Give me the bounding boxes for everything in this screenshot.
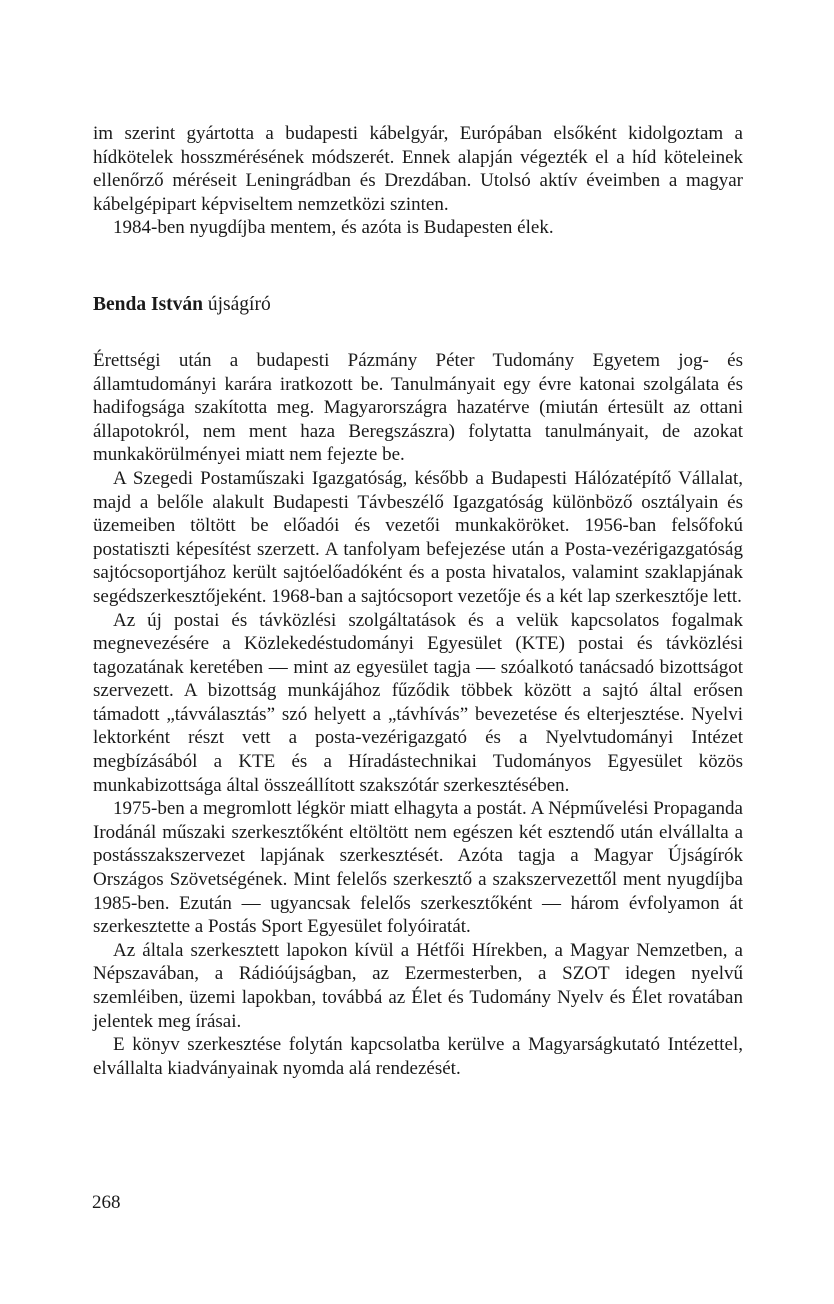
body-paragraph-5: Az általa szerkesztett lapokon kívül a Hétfői Hírekben, a Magyar Nemzetben, a Népszavában, a Rádióújságban, az Ezermesterben, a SZOT idegen nyelvű szemléiben, üzemi lapokban, továbbá az Élet és Tudomány Nyelv és Élet rovatában jelentek meg írásai. (93, 939, 743, 1032)
text-block (93, 122, 743, 1080)
person-name: Benda István (93, 293, 203, 315)
person-role: újságíró (207, 293, 271, 315)
body-paragraph-4: 1975-ben a megromlott légkör miatt elhagyta a postát. A Népművelési Propaganda Irodánál műszaki szerkesztőként eltöltött nem egészen két esztendő után elvállalta a postásszakszervezet lapjának szerkesztését. Azóta tagja a Magyar Újságírók Országos Szövetségének. Mint felelős szerkesztő a szakszervezettől ment nyugdíjba 1985-ben. Ezután — ugyancsak felelős szerkesztőként — három évfolyamon át szerkesztette a Postás Sport Egyesület folyóiratát. (93, 798, 743, 938)
body-paragraph-3: Az új postai és távközlési szolgáltatások és a velük kapcsolatos fogalmak megnevezésére a Közlekedéstudományi Egyesület (KTE) postai és távközlési tagozatának keretében — mint az egyesület tagja — szóalkotó tanácsadó bizottságot szervezett. A bizottság munkájához fűződik többek között a sajtó által erősen támadott „távválasztás” szó helyett a „távhívás” bevezetése és elterjesztése. Nyelvi lektorként részt vett a posta-vezérigazgató és a Nyelvtudományi Intézet megbízásából a KTE és a Híradástechnikai Tudományos Egyesület közös munkabizottsága által összeállított szakszótár szerkesztésében. (93, 609, 743, 796)
intro-paragraph-2: 1984-ben nyugdíjba mentem, és azóta is Budapesten élek. (113, 217, 554, 239)
page-number: 268 (92, 1192, 121, 1213)
body-paragraph-1: Érettségi után a budapesti Pázmány Péter Tudomány Egyetem jog- és államtudományi karára iratkozott be. Tanulmányait egy évre katonai szolgálata és hadifogsága szakította meg. Magyarországra hazatérve (miután értesült az ottani állapotokról, nem ment haza Beregszászra) folytatta tanulmányait, de azokat munkakörülményei miatt nem fejezte be. (93, 349, 743, 466)
body-paragraph-6: E könyv szerkesztése folytán kapcsolatba kerülve a Magyarságkutató Intézettel, elvállalta kiadványainak nyomda alá rendezését. (93, 1034, 743, 1079)
section-heading (93, 293, 743, 317)
intro-paragraph-1: im szerint gyártotta a budapesti kábelgyár, Európában elsőként kidolgoztam a hídkötelek hosszmérésének módszerét. Ennek alapján végezték el a híd köteleinek ellenőrző méréseit Leningrádban és Drezdában. Utolsó aktív éveimben a magyar kábelgépipart képviseltem nemzetközi szinten. (93, 123, 743, 215)
body-paragraph-2: A Szegedi Postaműszaki Igazgatóság, később a Budapesti Hálózatépítő Vállalat, majd a belőle alakult Budapesti Távbeszélő Igazgatóság különböző osztályain és üzemeiben töltött be előadói és vezetői munkaköröket. 1956-ban felsőfokú postatiszti képesítést szerzett. A tanfolyam befejezése után a Posta-vezérigazgatóság sajtócsoportjához került sajtóelőadóként és a posta hivatalos, valamint szaklapjának segédszerkesztőjeként. 1968-ban a sajtócsoport vezetője és a két lap szerkesztője lett. (93, 467, 743, 607)
